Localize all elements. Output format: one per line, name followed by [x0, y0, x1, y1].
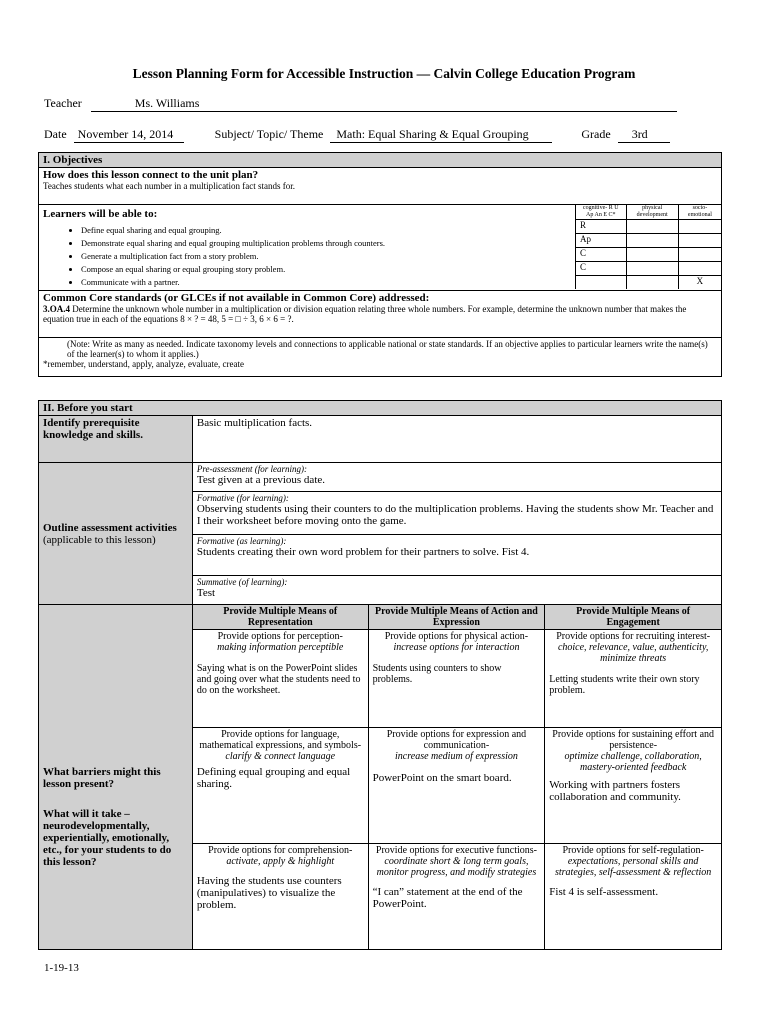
udl-header-representation: Provide Multiple Means of Representation: [192, 605, 368, 630]
udl-answer: PowerPoint on the smart board.: [372, 772, 512, 784]
udl-prompt: Provide options for perception-: [217, 631, 343, 642]
soc-cell[interactable]: [678, 248, 721, 262]
assessment-type: Formative (for learning):: [196, 493, 289, 503]
soc-cell[interactable]: [678, 220, 721, 234]
udl-answer: “I can” statement at the end of the PowerPoint.: [372, 886, 523, 910]
udl-header-engagement: Provide Multiple Means of Engagement: [545, 605, 722, 630]
assessment-formative-for[interactable]: [192, 492, 721, 535]
udl-cell[interactable]: [368, 630, 545, 728]
standard-code: 3.OA.4: [43, 304, 70, 314]
objectives-section: [38, 152, 722, 377]
before-heading: II. Before you start: [39, 401, 722, 416]
subject-field[interactable]: Math: Equal Sharing & Equal Grouping: [330, 127, 552, 143]
assessment-label: Outline assessment activities: [43, 521, 177, 534]
teacher-field[interactable]: Ms. Williams: [91, 96, 677, 112]
common-core-cell: [39, 291, 722, 338]
common-core-heading: Common Core standards (or GLCEs if not available in Common Core) addressed:: [43, 292, 430, 304]
cog-cell[interactable]: Ap: [576, 234, 627, 248]
udl-answer: Fist 4 is self-assessment.: [549, 886, 659, 898]
date-label: Date: [44, 127, 67, 141]
udl-answer: Having the students use counters (manipulatives) to visualize the problem.: [196, 875, 342, 911]
soc-cell[interactable]: X: [678, 276, 721, 290]
assessment-formative-as[interactable]: [192, 535, 721, 576]
assessment-type: Formative (as learning):: [196, 536, 287, 546]
subject-label: Subject/ Topic/ Theme: [214, 127, 324, 141]
udl-answer: Students using counters to show problems.: [372, 663, 502, 685]
assessment-text: Students creating their own word problem for their partners to solve. Fist 4.: [196, 546, 530, 558]
domain-table: [575, 205, 721, 289]
learners-cell: [39, 205, 722, 291]
assessment-text: Test given at a previous date.: [196, 474, 326, 486]
objective-item: • Communicate with a partner.: [81, 276, 571, 289]
udl-prompt-detail: increase options for interaction: [393, 642, 520, 653]
page-footer: 1-19-13: [44, 962, 79, 974]
udl-prompt-detail: increase medium of expression: [395, 751, 518, 762]
udl-cell[interactable]: [368, 844, 545, 950]
date-field[interactable]: November 14, 2014: [74, 127, 184, 143]
soc-cell[interactable]: [678, 234, 721, 248]
col-physical: physical development: [626, 205, 678, 220]
soc-cell[interactable]: [678, 262, 721, 276]
cog-cell[interactable]: [576, 276, 627, 290]
teacher-label: Teacher: [44, 96, 82, 110]
assessment-text: Test: [196, 587, 216, 599]
unit-plan-question: How does this lesson connect to the unit plan?: [43, 169, 259, 181]
learners-left: [39, 205, 575, 290]
udl-prompt: Provide options for sustaining effort and persistence-: [552, 729, 715, 751]
phys-cell[interactable]: [626, 276, 678, 290]
udl-header-action: Provide Multiple Means of Action and Expression: [368, 605, 545, 630]
udl-cell[interactable]: [192, 844, 368, 950]
learners-layout: [39, 205, 721, 290]
grade-field[interactable]: 3rd: [618, 127, 670, 143]
learners-right: [575, 205, 721, 290]
objectives-list: [43, 224, 571, 289]
unit-plan-cell: [39, 168, 722, 205]
udl-prompt: Provide options for self-regulation-: [562, 845, 704, 856]
udl-cell[interactable]: [545, 728, 722, 844]
barriers-question: What barriers might this lesson present?: [43, 766, 161, 790]
assessment-sublabel: (applicable to this lesson): [43, 533, 156, 546]
udl-prompt: Provide options for physical action-: [384, 631, 529, 642]
objective-item: • Compose an equal sharing or equal grouping story problem.: [81, 263, 571, 276]
phys-cell[interactable]: [626, 234, 678, 248]
udl-prompt: Provide options for expression and communication-: [386, 729, 527, 751]
col-socio: socio-emotional: [678, 205, 721, 220]
before-section: [38, 400, 722, 950]
barriers-followup: What will it take – neurodevelopmentally, experientially, emotionally, etc., for your students to do this lesson?: [43, 808, 172, 868]
assessment-type: Summative (of learning):: [196, 577, 288, 587]
udl-prompt: Provide options for recruiting interest-: [556, 631, 711, 642]
prereq-label: Identify prerequisite knowledge and skills.: [39, 416, 193, 463]
common-core-text[interactable]: [43, 304, 717, 324]
objective-item: • Define equal sharing and equal grouping.: [81, 224, 571, 237]
udl-prompt-detail: making information perceptible: [217, 642, 344, 653]
cog-cell[interactable]: C: [576, 262, 627, 276]
udl-prompt: Provide options for executive functions-: [375, 845, 537, 856]
col-cognitive: cognitive- R U Ap An E C*: [576, 205, 627, 220]
objective-item: • Generate a multiplication fact from a story problem.: [81, 250, 571, 263]
udl-cell[interactable]: [545, 630, 722, 728]
phys-cell[interactable]: [626, 220, 678, 234]
taxonomy-footnote: *remember, understand, apply, analyze, evaluate, create: [43, 359, 244, 369]
note-text: (Note: Write as many as needed. Indicate taxonomy levels and connections to applicable national or state standards. If an objective applies to particular learners write the name(s) of the learner(s) to whom it applies.): [67, 339, 708, 359]
udl-prompt-detail: optimize challenge, collaboration, mastery-oriented feedback: [564, 751, 702, 773]
assessment-type: Pre-assessment (for learning):: [196, 464, 308, 474]
standard-description: Determine the unknown whole number in a multiplication or division equation relating three whole numbers. For example, determine the unknown number that makes the equation true in each of the equations 8 × ? = 48, 5 = □ ÷ 3, 6 × 6 = ?.: [43, 304, 687, 324]
udl-cell[interactable]: [192, 630, 368, 728]
learners-heading: Learners will be able to:: [43, 208, 158, 220]
udl-cell[interactable]: [368, 728, 545, 844]
assessment-summative[interactable]: [192, 576, 721, 605]
date-line: [44, 127, 670, 143]
udl-prompt-detail: coordinate short & long term goals, monitor progress, and modify strategies: [376, 856, 537, 878]
udl-prompt: Provide options for comprehension-: [208, 845, 353, 856]
assessment-pre[interactable]: [192, 463, 721, 492]
form-title: Lesson Planning Form for Accessible Instruction — Calvin College Education Program: [132, 66, 636, 81]
udl-prompt: Provide options for language, mathematical expressions, and symbols-: [199, 729, 362, 751]
udl-prompt-detail: clarify & connect language: [225, 751, 336, 762]
cog-cell[interactable]: R: [576, 220, 627, 234]
note-cell: [39, 338, 722, 377]
prereq-value[interactable]: Basic multiplication facts.: [192, 416, 721, 463]
udl-prompt-detail: choice, relevance, value, authenticity, minimize threats: [557, 642, 709, 664]
udl-answer: Saying what is on the PowerPoint slides and going over what the students need to do on the worksheet.: [196, 663, 361, 696]
teacher-line: [44, 96, 677, 112]
udl-prompt-detail: expectations, personal skills and strategies, self-assessment & reflection: [555, 856, 712, 878]
assessment-label-cell: [39, 463, 193, 605]
grade-label: Grade: [581, 127, 611, 141]
phys-cell[interactable]: [626, 248, 678, 262]
udl-prompt-detail: activate, apply & highlight: [226, 856, 335, 867]
udl-answer: Defining equal grouping and equal sharing.: [196, 766, 351, 790]
cog-cell[interactable]: C: [576, 248, 627, 262]
barriers-cell: [39, 605, 193, 950]
objectives-heading: I. Objectives: [39, 153, 722, 168]
phys-cell[interactable]: [626, 262, 678, 276]
unit-plan-answer[interactable]: Teaches students what each number in a multiplication fact stands for.: [43, 181, 296, 191]
assessment-text: Observing students using their counters to do the multiplication problems. Having the students show Mr. Teacher and I their worksheet before moving onto the game.: [196, 503, 714, 527]
udl-cell[interactable]: [192, 728, 368, 844]
objective-item: • Demonstrate equal sharing and equal grouping multiplication problems through counters.: [81, 237, 571, 250]
udl-cell[interactable]: [545, 844, 722, 950]
udl-answer: Working with partners fosters collaboration and community.: [549, 779, 681, 803]
udl-answer: Letting students write their own story problem.: [549, 674, 700, 696]
